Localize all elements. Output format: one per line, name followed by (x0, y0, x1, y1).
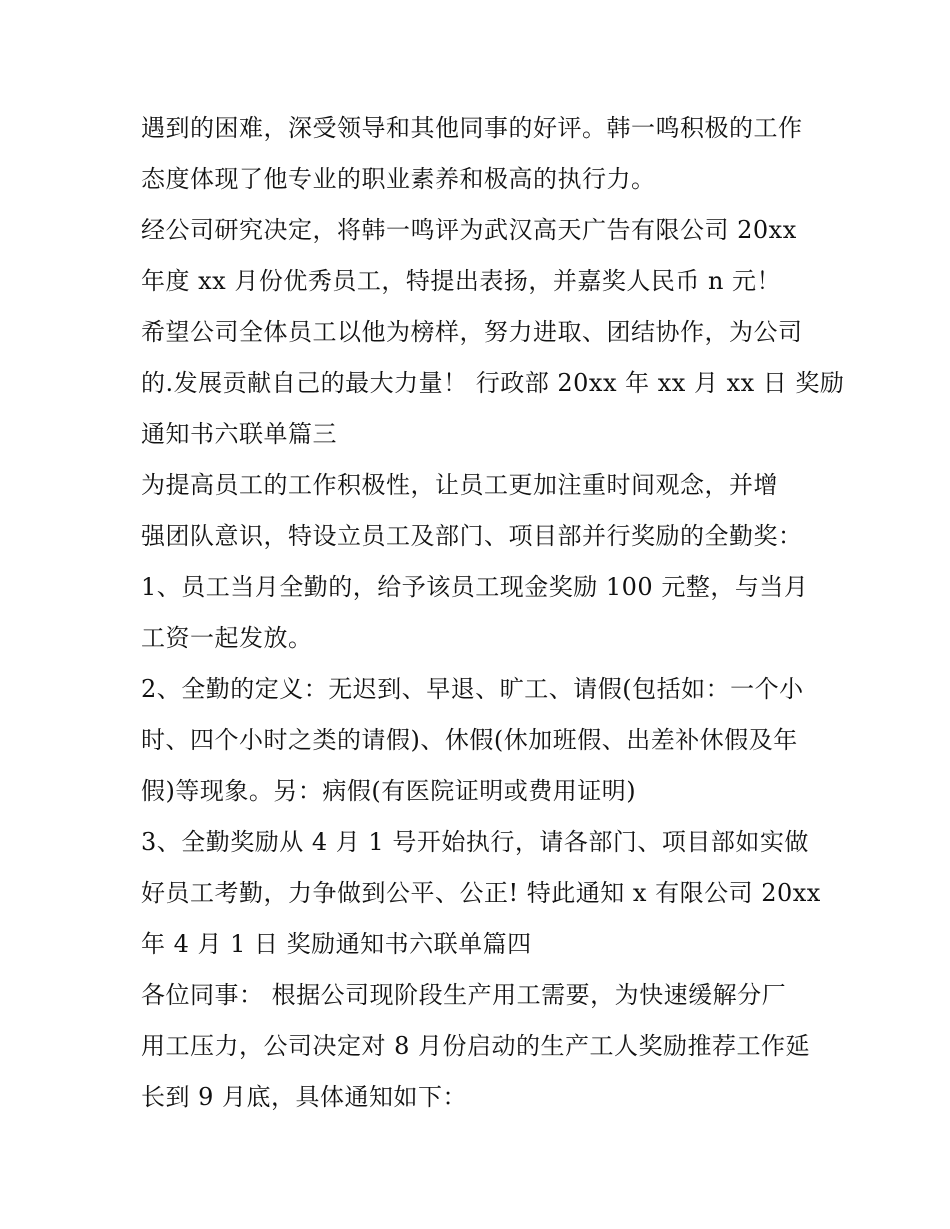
text-line: 强团队意识，特设立员工及部门、项目部并行奖励的全勤奖： (141, 522, 803, 550)
text-line: 长到 9 月底，具体通知如下： (141, 1083, 468, 1111)
text-line: 通知书六联单篇三 (141, 420, 337, 448)
text-line: 2、全勤的定义：无迟到、早退、旷工、请假(包括如：一个小 (141, 675, 804, 703)
text-line: 的.发展贡献自己的最大力量！ 行政部 20xx 年 xx 月 xx 日 奖励 (141, 369, 845, 397)
text-line: 遇到的困难，深受领导和其他同事的好评。韩一鸣积极的工作 (141, 114, 803, 142)
text-line: 好员工考勤，力争做到公平、公正! 特此通知 x 有限公司 20xx (141, 879, 821, 907)
text-line: 态度体现了他专业的职业素养和极高的执行力。 (141, 165, 656, 193)
text-line: 为提高员工的工作积极性，让员工更加注重时间观念，并增 (141, 471, 778, 499)
text-line: 希望公司全体员工以他为榜样，努力进取、团结协作，为公司 (141, 318, 803, 346)
text-line: 工资一起发放。 (141, 624, 313, 652)
text-line: 各位同事： 根据公司现阶段生产用工需要，为快速缓解分厂 (141, 981, 787, 1009)
text-line: 经公司研究决定，将韩一鸣评为武汉高天广告有限公司 20xx (141, 216, 797, 244)
text-line: 1、员工当月全勤的，给予该员工现金奖励 100 元整，与当月 (141, 573, 809, 601)
text-line: 用工压力，公司决定对 8 月份启动的生产工人奖励推荐工作延 (141, 1032, 811, 1060)
text-line: 年度 xx 月份优秀员工，特提出表扬，并嘉奖人民币 n 元！ (141, 267, 782, 295)
text-line: 假)等现象。另：病假(有医院证明或费用证明) (141, 777, 637, 805)
text-line: 3、全勤奖励从 4 月 1 号开始执行，请各部门、项目部如实做 (141, 828, 809, 856)
text-line: 时、四个小时之类的请假)、休假(休加班假、出差补休假及年 (141, 726, 798, 754)
text-line: 年 4 月 1 日 奖励通知书六联单篇四 (141, 930, 532, 958)
